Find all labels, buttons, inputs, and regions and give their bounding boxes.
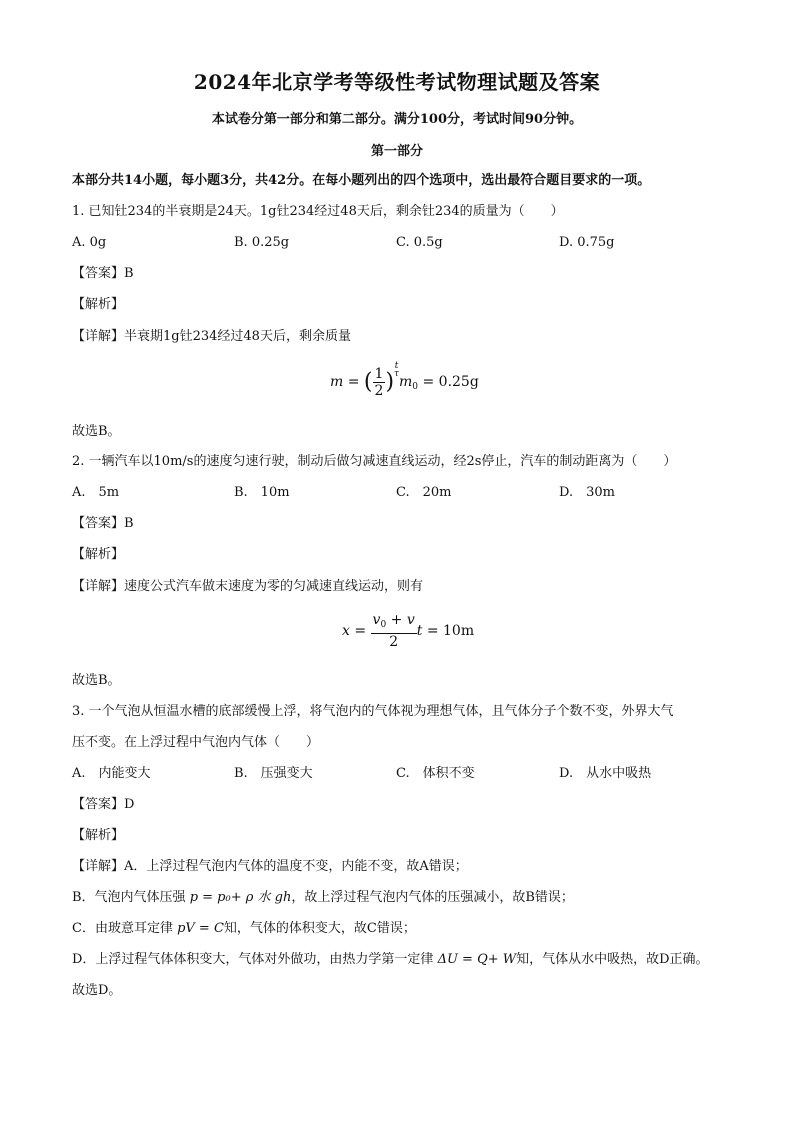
question-3-detail-b: B．气泡内气体压强 p = p₀+ ρ 水 gh，故上浮过程气泡内气体的压强减小，故B错误；	[72, 890, 574, 905]
section-heading: 第一部分	[370, 144, 423, 159]
question-1-analysis: 【解析】	[72, 297, 125, 312]
question-2-detail: 【详解】速度公式汽车做末速度为零的匀减速直线运动，则有	[72, 579, 424, 594]
option-b: B. 10m	[234, 485, 290, 500]
option-c: C. 0.5g	[396, 235, 443, 250]
option-b: B. 压强变大	[234, 766, 313, 781]
option-a: A. 0g	[72, 235, 107, 250]
option-d: D. 30m	[559, 485, 615, 500]
option-d: D. 从水中吸热	[559, 766, 652, 781]
question-2-analysis: 【解析】	[72, 547, 125, 562]
page-title: 2024年北京学考等级性考试物理试题及答案	[193, 70, 601, 94]
exam-instructions: 本试卷分第一部分和第二部分。满分100分，考试时间90分钟。	[211, 112, 583, 127]
question-1-detail: 【详解】半衰期1g钍234经过48天后，剩余质量	[72, 329, 351, 344]
question-3-stem-line-2: 压不变。在上浮过程中气泡内气体（ ）	[72, 735, 320, 750]
question-1-answer: 【答案】B	[72, 266, 134, 281]
question-3-stem-line-1: 3. 一个气泡从恒温水槽的底部缓慢上浮，将气泡内的气体视为理想气体，且气体分子个数不变，外界大气	[72, 704, 674, 719]
question-1-stem: 1. 已知钍234的半衰期是24天。1g钍234经过48天后，剩余钍234的质量为（ ）	[72, 204, 564, 219]
question-2-conclusion: 故选B。	[72, 673, 121, 688]
first-law-formula: ΔU = Q+ W	[437, 952, 517, 967]
option-a: A. 内能变大	[72, 766, 151, 781]
option-c: C. 20m	[396, 485, 452, 500]
option-a: A. 5m	[72, 485, 120, 500]
question-3-answer: 【答案】D	[72, 797, 135, 812]
option-d: D. 0.75g	[559, 235, 615, 250]
question-3-detail-d: D．上浮过程气体体积变大，气体对外做功，由热力学第一定律 ΔU = Q+ W知，气体从水中吸热，故D正确。	[72, 952, 709, 967]
question-1-options	[72, 234, 732, 252]
question-3-analysis: 【解析】	[72, 828, 125, 843]
question-3-detail-a: 【详解】A．上浮过程气泡内气体的温度不变，内能不变，故A错误；	[72, 859, 468, 874]
option-c: C. 体积不变	[396, 766, 475, 781]
question-2-stem: 2. 一辆汽车以10m/s的速度匀速行驶，制动后做匀减速直线运动，经2s停止，汽车的制动距离为（ ）	[72, 454, 677, 469]
question-1-conclusion: 故选B。	[72, 424, 121, 439]
option-b: B. 0.25g	[234, 235, 290, 250]
question-3-detail-c: C．由玻意耳定律 pV = C知，气体的体积变大，故C错误；	[72, 921, 416, 936]
question-2-options	[72, 484, 732, 502]
question-1-formula: m = ( $\frac{1}{2}$ ) t τ $m_0 = 0.25g$	[330, 361, 479, 399]
question-2-formula: x = $\frac{v_0 + v}{2}$ t = 10m	[342, 612, 475, 650]
pressure-formula: p = p₀+ ρ 水 gh	[189, 890, 292, 905]
question-2-answer: 【答案】B	[72, 516, 134, 531]
boyle-law-formula: pV = C	[177, 921, 224, 936]
question-3-options	[72, 765, 732, 783]
question-3-conclusion: 故选D。	[72, 983, 122, 998]
section-intro: 本部分共14小题，每小题3分，共42分。在每小题列出的四个选项中，选出最符合题目要求的一项。	[72, 173, 651, 188]
